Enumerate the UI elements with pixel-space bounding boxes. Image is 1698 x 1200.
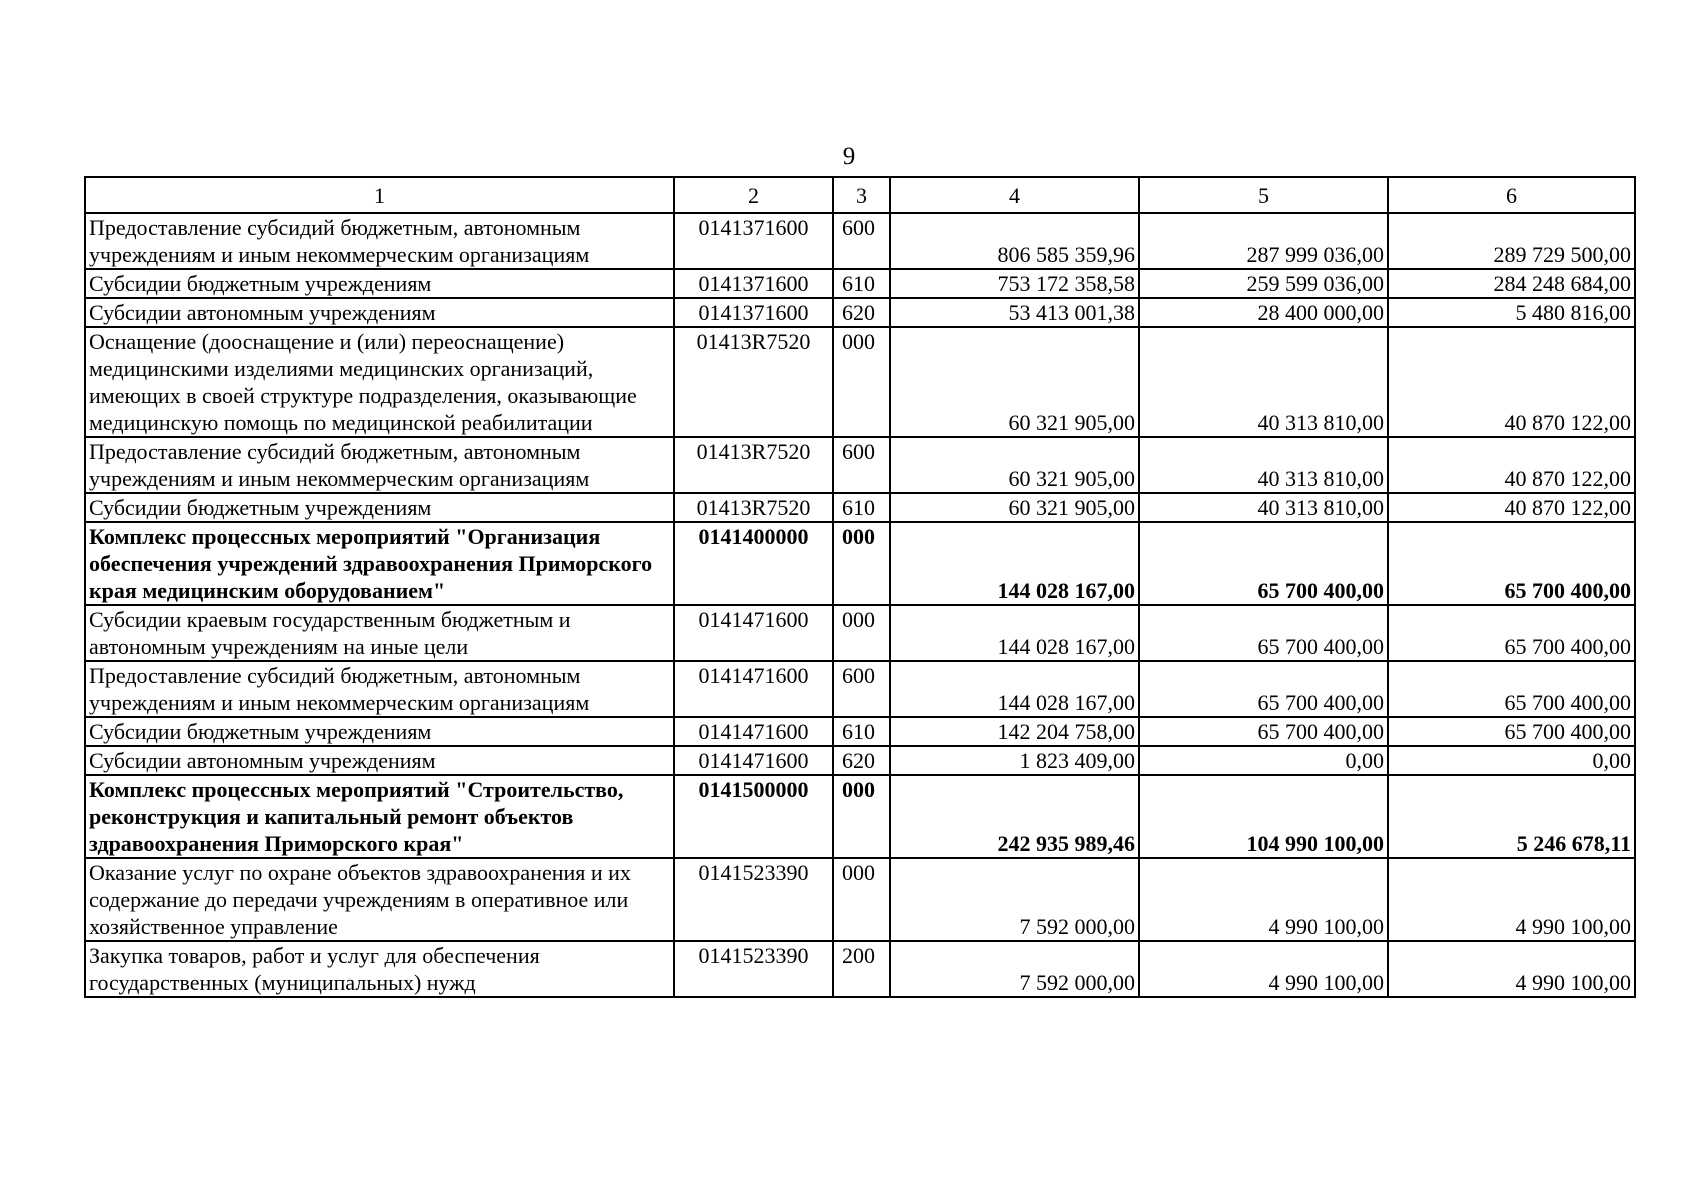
row-name: Субсидии краевым государственным бюджетным и автономным учреждениям на иные цели (85, 605, 674, 661)
row-name: Субсидии автономным учреждениям (85, 746, 674, 775)
table-row (85, 605, 1635, 661)
row-value-col5: 104 990 100,00 (1139, 775, 1388, 858)
row-value-col6: 40 870 122,00 (1388, 437, 1635, 493)
row-type: 620 (833, 746, 890, 775)
header-col-4: 4 (890, 177, 1139, 213)
header-col-5: 5 (1139, 177, 1388, 213)
table-row (85, 213, 1635, 269)
row-value-col6: 65 700 400,00 (1388, 661, 1635, 717)
row-code: 01413R7520 (674, 327, 833, 437)
row-value-col6: 65 700 400,00 (1388, 605, 1635, 661)
header-col-2: 2 (674, 177, 833, 213)
row-name: Субсидии бюджетным учреждениям (85, 717, 674, 746)
row-value-col5: 4 990 100,00 (1139, 941, 1388, 997)
table-row (85, 941, 1635, 997)
row-type: 000 (833, 775, 890, 858)
row-type: 600 (833, 661, 890, 717)
header-col-6: 6 (1388, 177, 1635, 213)
row-value-col5: 65 700 400,00 (1139, 661, 1388, 717)
row-value-col5: 40 313 810,00 (1139, 437, 1388, 493)
table-row (85, 775, 1635, 858)
row-code: 0141471600 (674, 605, 833, 661)
row-code: 0141371600 (674, 213, 833, 269)
row-name: Закупка товаров, работ и услуг для обеспечения государственных (муниципальных) нужд (85, 941, 674, 997)
row-value-col4: 753 172 358,58 (890, 269, 1139, 298)
row-code: 0141471600 (674, 746, 833, 775)
row-value-col6: 5 480 816,00 (1388, 298, 1635, 327)
row-value-col5: 65 700 400,00 (1139, 522, 1388, 605)
table-row (85, 327, 1635, 437)
row-value-col5: 40 313 810,00 (1139, 493, 1388, 522)
budget-table (84, 176, 1636, 998)
row-name: Оснащение (дооснащение и (или) переоснащение) медицинскими изделиями медицинских организаций, имеющих в своей структуре подразделения, оказывающие медицинскую помощь по медицинской реабилитации (85, 327, 674, 437)
page-number: 9 (842, 143, 856, 170)
row-value-col5: 65 700 400,00 (1139, 717, 1388, 746)
row-code: 0141471600 (674, 717, 833, 746)
row-name: Субсидии бюджетным учреждениям (85, 493, 674, 522)
row-value-col6: 40 870 122,00 (1388, 327, 1635, 437)
row-name: Предоставление субсидий бюджетным, автономным учреждениям и иным некоммерческим организациям (85, 437, 674, 493)
table-row (85, 522, 1635, 605)
row-value-col6: 5 246 678,11 (1388, 775, 1635, 858)
row-code: 01413R7520 (674, 437, 833, 493)
row-name: Комплекс процессных мероприятий "Строительство, реконструкция и капитальный ремонт объектов здравоохранения Приморского края" (85, 775, 674, 858)
row-type: 200 (833, 941, 890, 997)
table-row (85, 493, 1635, 522)
header-col-1: 1 (85, 177, 674, 213)
row-value-col5: 65 700 400,00 (1139, 605, 1388, 661)
row-name: Предоставление субсидий бюджетным, автономным учреждениям и иным некоммерческим организациям (85, 661, 674, 717)
row-code: 0141400000 (674, 522, 833, 605)
header-row (85, 177, 1635, 213)
row-type: 000 (833, 327, 890, 437)
table-row (85, 858, 1635, 941)
row-value-col4: 7 592 000,00 (890, 941, 1139, 997)
row-value-col5: 0,00 (1139, 746, 1388, 775)
row-type: 000 (833, 605, 890, 661)
row-code: 0141371600 (674, 298, 833, 327)
row-name: Субсидии бюджетным учреждениям (85, 269, 674, 298)
table-row (85, 298, 1635, 327)
row-type: 000 (833, 522, 890, 605)
row-code: 0141500000 (674, 775, 833, 858)
row-type: 600 (833, 437, 890, 493)
table-row (85, 269, 1635, 298)
table-row (85, 661, 1635, 717)
budget-table-body (85, 177, 1635, 997)
row-code: 0141371600 (674, 269, 833, 298)
table-row (85, 717, 1635, 746)
row-value-col4: 806 585 359,96 (890, 213, 1139, 269)
row-name: Субсидии автономным учреждениям (85, 298, 674, 327)
row-value-col5: 40 313 810,00 (1139, 327, 1388, 437)
row-value-col4: 7 592 000,00 (890, 858, 1139, 941)
row-value-col4: 60 321 905,00 (890, 327, 1139, 437)
row-value-col6: 0,00 (1388, 746, 1635, 775)
row-value-col6: 4 990 100,00 (1388, 858, 1635, 941)
row-type: 620 (833, 298, 890, 327)
table-row (85, 746, 1635, 775)
row-code: 0141523390 (674, 941, 833, 997)
row-type: 000 (833, 858, 890, 941)
row-value-col6: 40 870 122,00 (1388, 493, 1635, 522)
row-type: 610 (833, 717, 890, 746)
row-type: 610 (833, 269, 890, 298)
row-value-col6: 4 990 100,00 (1388, 941, 1635, 997)
table-row (85, 437, 1635, 493)
row-name: Оказание услуг по охране объектов здравоохранения и их содержание до передачи учреждениям в оперативное или хозяйственное управление (85, 858, 674, 941)
row-value-col6: 65 700 400,00 (1388, 522, 1635, 605)
row-name: Предоставление субсидий бюджетным, автономным учреждениям и иным некоммерческим организациям (85, 213, 674, 269)
row-value-col4: 144 028 167,00 (890, 661, 1139, 717)
row-type: 600 (833, 213, 890, 269)
row-value-col6: 289 729 500,00 (1388, 213, 1635, 269)
row-code: 0141471600 (674, 661, 833, 717)
row-code: 0141523390 (674, 858, 833, 941)
row-value-col4: 242 935 989,46 (890, 775, 1139, 858)
row-value-col4: 144 028 167,00 (890, 522, 1139, 605)
row-value-col4: 1 823 409,00 (890, 746, 1139, 775)
row-value-col6: 65 700 400,00 (1388, 717, 1635, 746)
row-value-col4: 144 028 167,00 (890, 605, 1139, 661)
row-value-col4: 142 204 758,00 (890, 717, 1139, 746)
row-name: Комплекс процессных мероприятий "Организация обеспечения учреждений здравоохранения Приморского края медицинским оборудованием" (85, 522, 674, 605)
row-type: 610 (833, 493, 890, 522)
row-value-col4: 53 413 001,38 (890, 298, 1139, 327)
row-value-col5: 259 599 036,00 (1139, 269, 1388, 298)
header-col-3: 3 (833, 177, 890, 213)
row-value-col5: 28 400 000,00 (1139, 298, 1388, 327)
row-value-col6: 284 248 684,00 (1388, 269, 1635, 298)
row-value-col5: 4 990 100,00 (1139, 858, 1388, 941)
row-value-col4: 60 321 905,00 (890, 493, 1139, 522)
row-value-col4: 60 321 905,00 (890, 437, 1139, 493)
row-value-col5: 287 999 036,00 (1139, 213, 1388, 269)
row-code: 01413R7520 (674, 493, 833, 522)
